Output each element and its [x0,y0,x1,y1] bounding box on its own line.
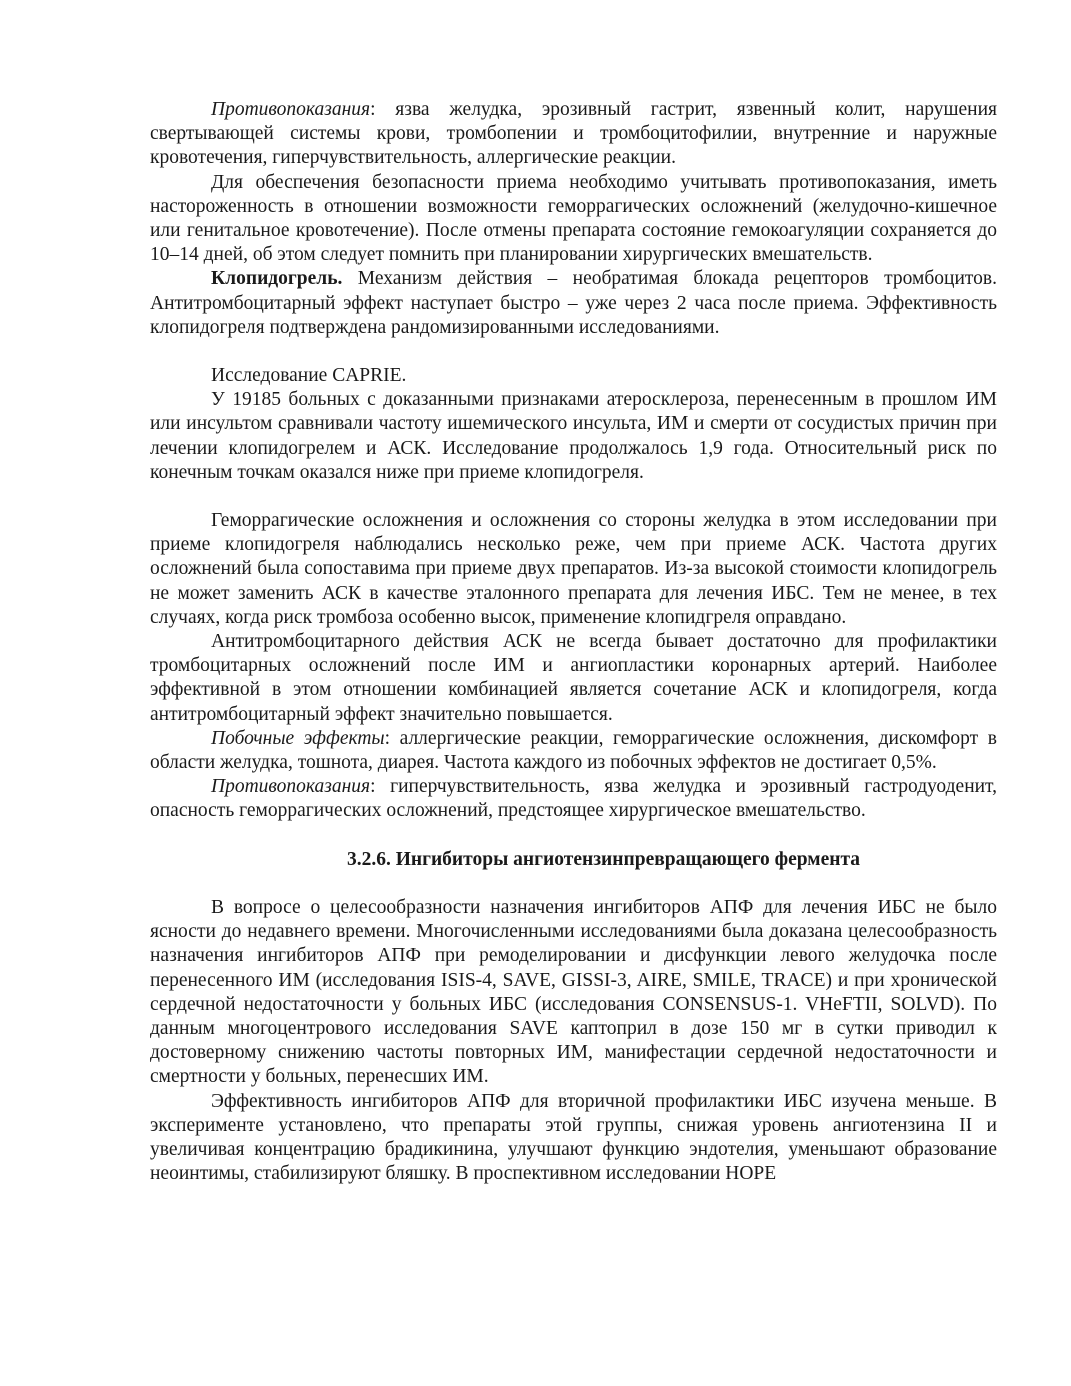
paragraph-safety [150,171,997,268]
term-clopidogrel: Клопидогрель. [211,268,343,290]
paragraph-gap [150,340,997,364]
paragraph-text: Геморрагические осложнения и осложнения со стороны желудка в этом исследовании при приеме клопидогреля наблюдались несколько реже, чем при приеме АСК. Частота других осложнений была сопоставима при приеме двух препаратов. Из-за высокой стоимости клопидогрель не может заменить АСК в качестве эталонного препарата для лечения ИБС. Тем не менее, в тех случаях, когда риск тромбоза особенно высок, применение клопидгреля оправдано. [150,510,997,628]
paragraph-side-effects [150,727,997,775]
paragraph-text: В вопросе о целесообразности назначения ингибиторов АПФ для лечения ИБС не было ясности до недавнего времени. Многочисленными исследованиями была доказана целесообразность назначения ингибиторов АПФ при ремоделировании и дисфункции левого желудочка после перенесенного ИМ (исследования ISIS-4, SAVE, GISSI-3, AIRE, SMILE, TRACE) и при хронической сердечной недостаточности у больных ИБС (исследования CONSENSUS-1. VHeFTII, SOLVD). По данным многоцентрового исследования SAVE каптоприл в дозе 150 мг в сутки приводил к достоверному снижению частоты повторных ИМ, манифестации сердечной недостаточности и смертности у больных, перенесших ИМ. [150,896,997,1088]
paragraph-gap [150,872,997,896]
paragraph-text: Для обеспечения безопасности приема необходимо учитывать противопоказания, иметь настороженность в отношении возможности геморрагических осложнений (желудочно-кишечное или генитальное кровотечение). После отмены препарата состояние гемокоагуляции сохраняется до 10–14 дней, об этом следует помнить при планировании хирургических вмешательств. [150,171,997,266]
paragraph-text: : гиперчувствительность, язва желудка и эрозивный гастродуоденит, опасность геморрагических осложнений, предстоящее хирургическое вмешательство. [150,776,997,822]
paragraph-text: Антитромбоцитарного действия АСК не всегда бывает достаточно для профилактики тромбоцитарных осложнений после ИМ и ангиопластики коронарных артерий. Наиболее эффективной в этом отношении комбинацией является сочетание АСК и клопидогреля, когда антитромбоцитарный эффект значительно повышается. [150,631,997,725]
paragraph-ace-efficacy [150,1090,997,1187]
paragraph-text: : язва желудка, эрозивный гастрит, язвенный колит, нарушения свертывающей системы крови, тромбопении и тромбоцитофилии, внутренние и наружные кровотечения, гиперчувствительность, аллергические реакции. [150,99,997,169]
paragraph-caprie-study [150,388,997,485]
term-contraindications: Противопоказания [211,776,371,798]
section-heading: 3.2.6. Ингибиторы ангиотензинпревращающего фермента [346,848,861,870]
document-page [150,98,997,1186]
paragraph-contraindications-2 [150,775,997,823]
paragraph-hemorrhagic [150,509,997,630]
paragraph-combination [150,630,997,727]
paragraph-text: Механизм действия – необратимая блокада рецепторов тромбоцитов. Антитромбоцитарный эффект наступает быстро – уже через 2 часа после приема. Эффективность клопидогреля подтверждена рандомизированными исследованиями. [150,268,997,338]
paragraph-gap [150,485,997,509]
paragraph-text: : аллергические реакции, геморрагические осложнения, дискомфорт в области желудка, тошнота, диарея. Частота каждого из побочных эффектов не достигает 0,5%. [150,727,997,774]
paragraph-text: Эффективность ингибиторов АПФ для вторичной профилактики ИБС изучена меньше. В эксперименте установлено, что препараты этой группы, снижая уровень ангиотензина II и увеличивая концентрацию брадикинина, улучшают функцию эндотелия, уменьшают образование неоинтимы, стабилизируют бляшку. В проспективном исследовании HOPE [150,1090,997,1185]
term-side-effects: Побочные эффекты [211,727,385,749]
paragraph-ace-inhibitors [150,896,997,1090]
paragraph-text: Исследование CAPRIE. [211,365,407,387]
paragraph-clopidogrel [150,267,997,340]
paragraph-contraindications-1 [150,98,997,171]
paragraph-gap [150,824,997,848]
paragraph-text: У 19185 больных с доказанными признаками атеросклероза, перенесенным в прошлом ИМ или инсультом сравнивали частоту ишемического инсульта, ИМ и смерти от сосудистых причин при лечении клопидогрелем и АСК. Исследование продолжалось 1,9 года. Относительный риск по конечным точкам оказался ниже при приеме клопидогреля. [150,389,997,483]
paragraph-caprie-title [150,364,997,388]
term-contraindications: Противопоказания [211,99,371,120]
